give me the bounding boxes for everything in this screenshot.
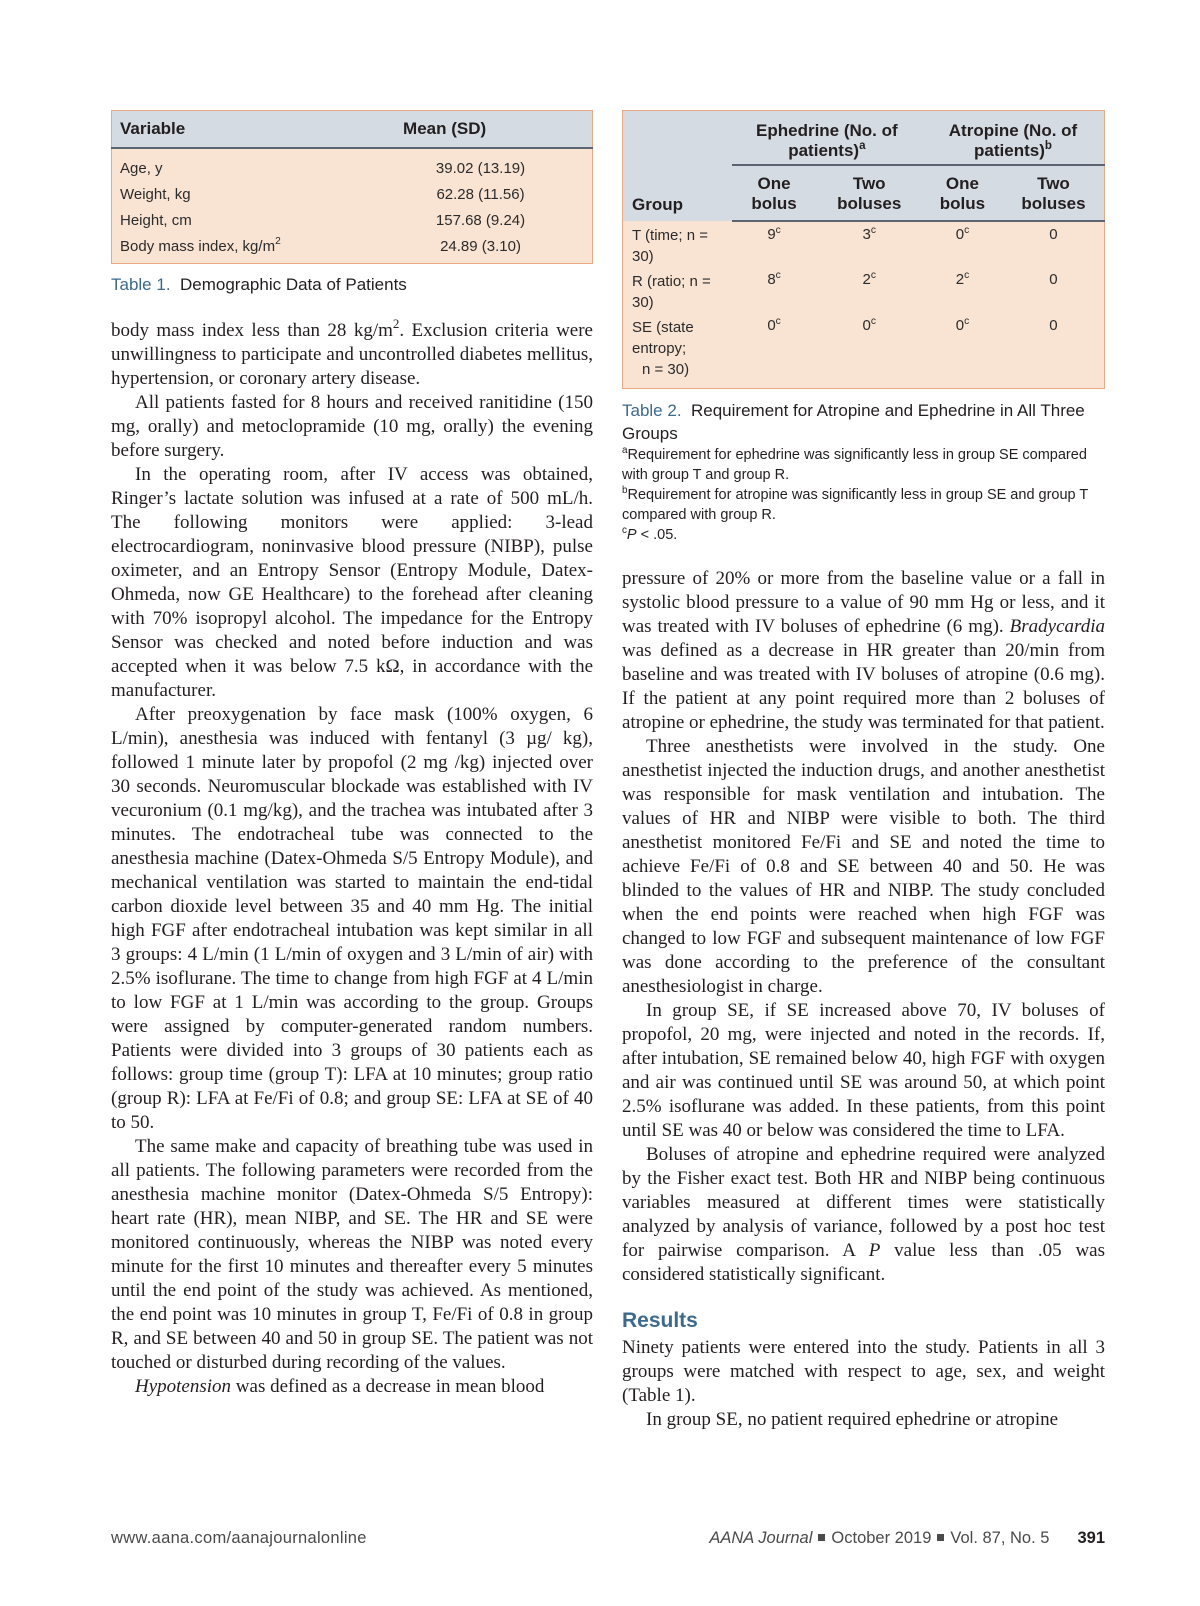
paragraph: Boluses of atropine and ephedrine required were analyzed by the Fisher exact test. Both HR and NIBP being continuous variables measured at different times were statistically analyzed by analysis of variance, followed by a post hoc test for pairwise comparison. A P value less than .05 was considered statistically significant. [622,1144,1106,1285]
table-2-title: Requirement for Atropine and Ephedrine in All Three Groups [622,401,1085,443]
paragraph: All patients fasted for 8 hours and received ranitidine (150 mg, orally) and metoclopramide (10 mg, orally) the evening before surgery. [111,392,593,461]
paragraph: In the operating room, after IV access was obtained, Ringer’s lactate solution was infused at a rate of 500 mL/h. The following monitors were applied: 3-lead electrocardiogram, noninvasive blood pressure (NIBP), pulse oximeter, and an Entropy Sensor (Entropy Module, Datex-Ohmeda, now GE Healthcare) to the forehead after cleaning with 70% isopropyl alcohol. The impedance for the Entropy Sensor was checked and noted before induction and was accepted when it was below 7.5 kΩ, in accordance with the manufacturer. [111,464,593,701]
table-2-header-atropine: Atropine (No. of patients)$^b$ [922,111,1105,166]
table-1 [111,110,593,264]
table-2-footnotes [622,445,1105,545]
paragraph: The same make and capacity of breathing tube was used in all patients. The following parameters were recorded from the anesthesia machine monitor (Datex-Ohmeda S/5 Entropy): heart rate (HR), mean NIBP, and SE. The HR and SE were monitored continuously, whereas the NIBP was noted every minute for the first 10 minutes and thereafter every 5 minutes until the end point of the study was achieved. As mentioned, the end point was 10 minutes in group T, Fe/Fi of 0.8 in group R, and SE between 40 and 50 in group SE. The patient was not touched or disturbed during recording of the values. [111,1136,593,1373]
paragraph: body mass index less than 28 $kg/m^2$. Exclusion criteria were unwillingness to participate and uncontrolled diabetes mellitus, hypertension, or coronary artery disease. [111,316,593,389]
table-row [112,148,593,181]
table-1-caption [111,273,593,296]
table-cell-value: 39.02 (13.19) [435,159,526,177]
table-2-header-ephedrine: Ephedrine (No. of patients)$^a$ [732,111,922,166]
table-1-title: Demographic Data of Patients [180,275,407,294]
table-cell-value: 62.28 (11.56) [436,185,525,203]
left-body-text [111,316,593,1399]
paragraph: Ninety patients were entered into the study. Patients in all 3 groups were matched with respect to age, sex, and weight (Table 1). [622,1337,1105,1406]
table-2-header-group: Group [623,111,732,222]
table-cell: 2$^c$ [955,269,970,288]
paragraph: In group SE, if SE increased above 70, IV boluses of propofol, 20 mg, were injected and noted in the records. If, after intubation, SE remained below 40, high FGF with oxygen and air was continued until SE was around 50, at which point 2.5% isoflurane was added. In these patients, from this point until SE was 40 or below was considered the time to LFA. [622,1000,1105,1141]
paragraph: Three anesthetists were involved in the study. One anesthetist injected the induction drugs, and another anesthetist was responsible for mask ventilation and intubation. The values of HR and NIBP were visible to both. The third anesthetist monitored Fe/Fi and SE and noted the time to achieve Fe/Fi of 0.8 and SE between 40 and 50. He was blinded to the values of HR and NIBP. The study concluded when the end points were reached when high FGF was changed to low FGF and subsequent maintenance of low FGF was done according to the preference of the consultant anesthesiologist in charge. [622,736,1105,997]
issue-date: October 2019 [831,1529,932,1547]
table-cell-value: 24.89 (3.10) [440,237,521,255]
table-1-header-mean: Mean (SD) [391,111,592,149]
table-cell: 2$^c$ [862,269,876,288]
table-cell: 0$^c$ [767,315,781,334]
table-1-label: Table 1. [111,275,171,294]
results-heading: Results [622,1309,698,1332]
right-body-text [622,567,1105,1287]
table-2-label: Table 2. [622,401,682,420]
table-cell: 3$^c$ [862,224,876,243]
table-2-subheader: Two boluses [816,165,922,221]
results-text [622,1336,1105,1432]
table-cell-variable: Weight, kg [120,185,191,203]
square-bullet-icon [818,1534,825,1541]
table-cell-value: 157.68 (9.24) [435,211,526,229]
paragraph: In group SE, no patient required ephedrine or atropine [646,1409,1059,1430]
table-cell-group: SE (state entropy; n = 30) [632,319,694,378]
table-row [112,207,593,233]
footer-citation [709,1529,1105,1548]
paragraph: After preoxygenation by face mask (100% oxygen, 6 L/min), anesthesia was induced with fentanyl (3 µg/ kg), followed 1 minute later by propofol (2 mg /kg) injected over 30 seconds. Neuromuscular blockade was established with IV vecuronium (0.1 mg/kg), and the trachea was intubated after 3 minutes. The endotracheal tube was connected to the anesthesia machine (Datex-Ohmeda S/5 Entropy Module), and mechanical ventilation was started to maintain the end-tidal carbon dioxide level between 35 and 40 mm Hg. The initial high FGF after endotracheal intubation was kept similar in all 3 groups: 4 L/min (1 L/min of oxygen and 3 L/min of air) with 2.5% isoflurane. The time to change from high FGF at 4 L/min to low FGF at 1 L/min was according to the group. Groups were assigned by computer-generated random numbers. Patients were divided into 3 groups of 30 patients each as follows: group time (group T): LFA at 10 minutes; group ratio (group R): LFA at Fe/Fi of 0.8; and group SE: LFA at SE of 40 to 50. [111,704,593,1133]
table-row [112,233,593,264]
table-cell: 9$^c$ [767,224,781,243]
table-cell: 0 [1049,226,1058,243]
table-cell-group: R (ratio; n = 30) [632,273,711,311]
table-cell-variable: Height, cm [120,211,192,229]
table-2-subheader: Two boluses [1003,165,1105,221]
table-cell: 0 [1049,317,1058,334]
volume-issue: Vol. 87, No. 5 [950,1529,1050,1547]
footnote-b: $^b$Requirement for atropine was significantly less in group SE and group T compared with group R. [622,484,1088,523]
page-number: 391 [1077,1529,1105,1547]
table-cell: 0 [1049,271,1058,288]
table-cell: 0$^c$ [955,315,970,334]
paragraph: pressure of 20% or more from the baseline value or a fall in systolic blood pressure to a value of 90 mm Hg or less, and it was treated with IV boluses of ephedrine (6 mg). Bradycardia was defined as a decrease in HR greater than 20/min from baseline and was treated with IV boluses of atropine (0.6 mg). If the patient at any point required more than 2 boluses of atropine or ephedrine, the study was terminated for that patient. [622,568,1106,733]
footnote-c: $^c$P < .05. [622,524,678,543]
paragraph: Hypotension was defined as a decrease in mean blood [135,1376,545,1397]
table-cell: 0$^c$ [955,224,970,243]
page-footer [111,1529,1105,1553]
table-row [623,221,1105,267]
square-bullet-icon [937,1534,944,1541]
table-2 [622,110,1105,389]
table-1-header-variable: Variable [112,111,392,149]
table-2-caption [622,399,1105,445]
table-cell-group: T (time; n = 30) [632,227,708,265]
table-row [112,181,593,207]
table-cell: 0$^c$ [862,315,876,334]
left-column [111,110,593,1399]
footnote-a: $^a$Requirement for ephedrine was significantly less in group SE compared with group T and group R. [622,444,1087,483]
journal-url: www.aana.com/aanajournalonline [111,1529,367,1547]
table-2-subheader: One bolus [732,165,817,221]
table-2-subheader: One bolus [922,165,1003,221]
table-row [623,267,1105,313]
table-row [623,313,1105,389]
table-cell-variable: Age, y [120,159,163,177]
journal-name: AANA Journal [709,1529,813,1547]
table-cell-variable: Body mass index, $kg/m^2$ [120,236,281,255]
table-cell: 8$^c$ [767,269,781,288]
right-column [622,110,1105,1432]
